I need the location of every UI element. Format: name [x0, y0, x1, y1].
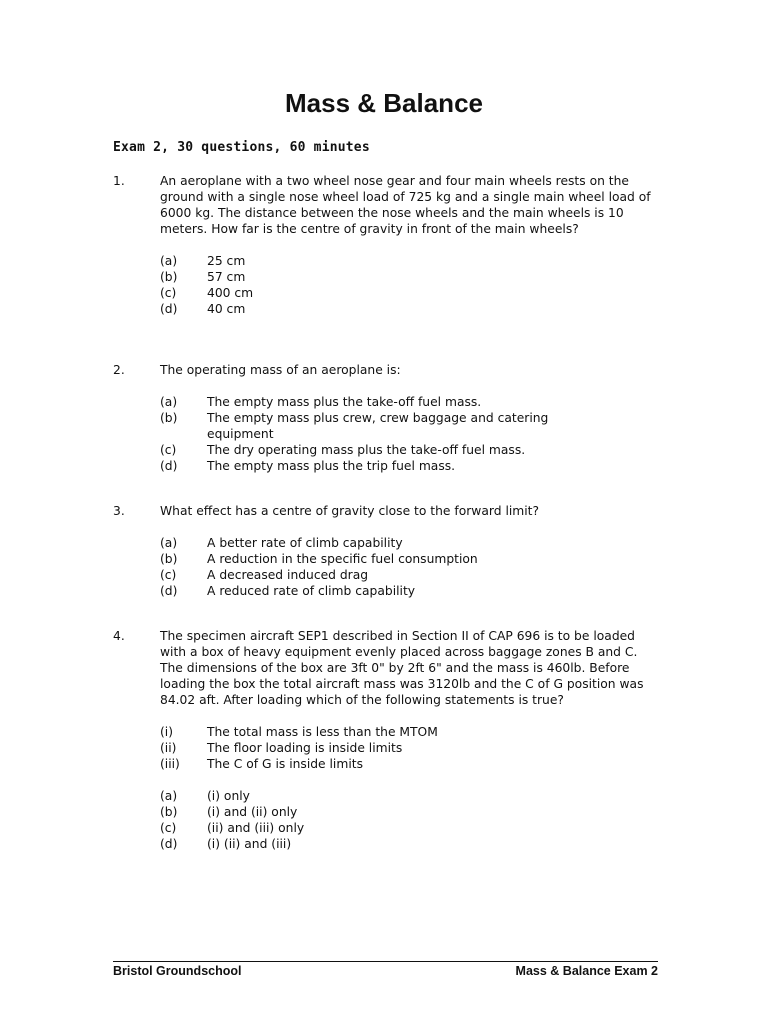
question-1 — [113, 173, 653, 317]
question-2 — [113, 362, 653, 474]
answer-options — [113, 788, 653, 852]
statement-ii — [113, 740, 653, 756]
option-text: A decreased induced drag — [207, 568, 369, 582]
option-text: (i) only — [207, 789, 250, 803]
option-text: A reduction in the specific fuel consumption — [207, 552, 478, 566]
option-label: (c) — [160, 443, 177, 457]
option-label: (b) — [160, 270, 178, 284]
question-3 — [113, 503, 653, 599]
answer-options — [113, 535, 653, 599]
footer-school-name: Bristol Groundschool — [113, 964, 242, 978]
option-text: The dry operating mass plus the take-off fuel mass. — [207, 443, 526, 457]
option-b[interactable] — [113, 269, 653, 285]
question-text: The operating mass of an aeroplane is: — [160, 363, 401, 377]
option-text: 400 cm — [207, 286, 254, 300]
option-label: (c) — [160, 286, 177, 300]
option-text: The empty mass plus the trip fuel mass. — [207, 459, 456, 473]
option-text: (ii) and (iii) only — [207, 821, 305, 835]
option-text: A reduced rate of climb capability — [207, 584, 416, 598]
page-title: Mass & Balance — [285, 88, 483, 118]
option-c[interactable] — [113, 442, 653, 458]
statement-text: The floor loading is inside limits — [207, 741, 403, 755]
exam-subtitle: Exam 2, 30 questions, 60 minutes — [113, 140, 370, 155]
question-text: What effect has a centre of gravity close to the forward limit? — [160, 504, 540, 518]
statement-i — [113, 724, 653, 740]
statement-list — [113, 724, 653, 772]
option-label: (d) — [160, 302, 178, 316]
option-label: (d) — [160, 459, 178, 473]
option-text: 57 cm — [207, 270, 246, 284]
option-label: (a) — [160, 789, 178, 803]
option-label: (a) — [160, 254, 178, 268]
question-number: 2. — [113, 363, 125, 377]
statement-text: The C of G is inside limits — [207, 757, 363, 771]
question-text: The specimen aircraft SEP1 described in Section II of CAP 696 is to be loaded with a box of heavy equipment evenly placed across baggage zones B and C. The dimensions of the box are 3ft 0" by 2ft 6" and the mass is 460lb. Before loading the box the total aircraft mass was 3120lb and the C of G position was 84.02 aft. After loading which of the following statements is true? — [160, 629, 644, 707]
answer-options — [113, 253, 653, 317]
answer-options — [113, 394, 653, 474]
statement-label: (iii) — [160, 757, 180, 771]
question-number: 4. — [113, 629, 125, 643]
option-d[interactable] — [113, 836, 653, 852]
option-label: (c) — [160, 568, 177, 582]
option-b[interactable] — [113, 804, 653, 820]
option-d[interactable] — [113, 458, 653, 474]
option-text: A better rate of climb capability — [207, 536, 403, 550]
option-label: (d) — [160, 837, 178, 851]
option-text: (i) (ii) and (iii) — [207, 837, 292, 851]
question-text: An aeroplane with a two wheel nose gear and four main wheels rests on the ground with a single nose wheel load of 725 kg and a single main wheel load of 6000 kg. The distance between the nose wheels and the main wheels is 10 meters. How far is the centre of gravity in front of the main wheels? — [160, 174, 651, 236]
option-b[interactable] — [113, 551, 653, 567]
option-c[interactable] — [113, 285, 653, 301]
option-a[interactable] — [113, 788, 653, 804]
option-text: The empty mass plus crew, crew baggage and catering equipment — [207, 411, 549, 441]
option-label: (a) — [160, 536, 178, 550]
option-text: (i) and (ii) only — [207, 805, 298, 819]
option-text: 25 cm — [207, 254, 246, 268]
option-label: (d) — [160, 584, 178, 598]
statement-label: (i) — [160, 725, 174, 739]
option-d[interactable] — [113, 583, 653, 599]
option-c[interactable] — [113, 820, 653, 836]
option-label: (b) — [160, 411, 178, 425]
question-number: 1. — [113, 174, 125, 188]
question-number: 3. — [113, 504, 125, 518]
statement-text: The total mass is less than the MTOM — [207, 725, 438, 739]
option-a[interactable] — [113, 535, 653, 551]
footer-divider — [113, 961, 658, 962]
option-b[interactable] — [113, 410, 653, 442]
option-label: (c) — [160, 821, 177, 835]
option-text: 40 cm — [207, 302, 246, 316]
option-c[interactable] — [113, 567, 653, 583]
statement-label: (ii) — [160, 741, 177, 755]
option-label: (b) — [160, 552, 178, 566]
statement-iii — [113, 756, 653, 772]
question-4 — [113, 628, 653, 852]
option-a[interactable] — [113, 253, 653, 269]
option-text: The empty mass plus the take-off fuel mass. — [207, 395, 482, 409]
option-a[interactable] — [113, 394, 653, 410]
footer-exam-name: Mass & Balance Exam 2 — [515, 964, 658, 978]
option-label: (a) — [160, 395, 178, 409]
option-label: (b) — [160, 805, 178, 819]
option-d[interactable] — [113, 301, 653, 317]
